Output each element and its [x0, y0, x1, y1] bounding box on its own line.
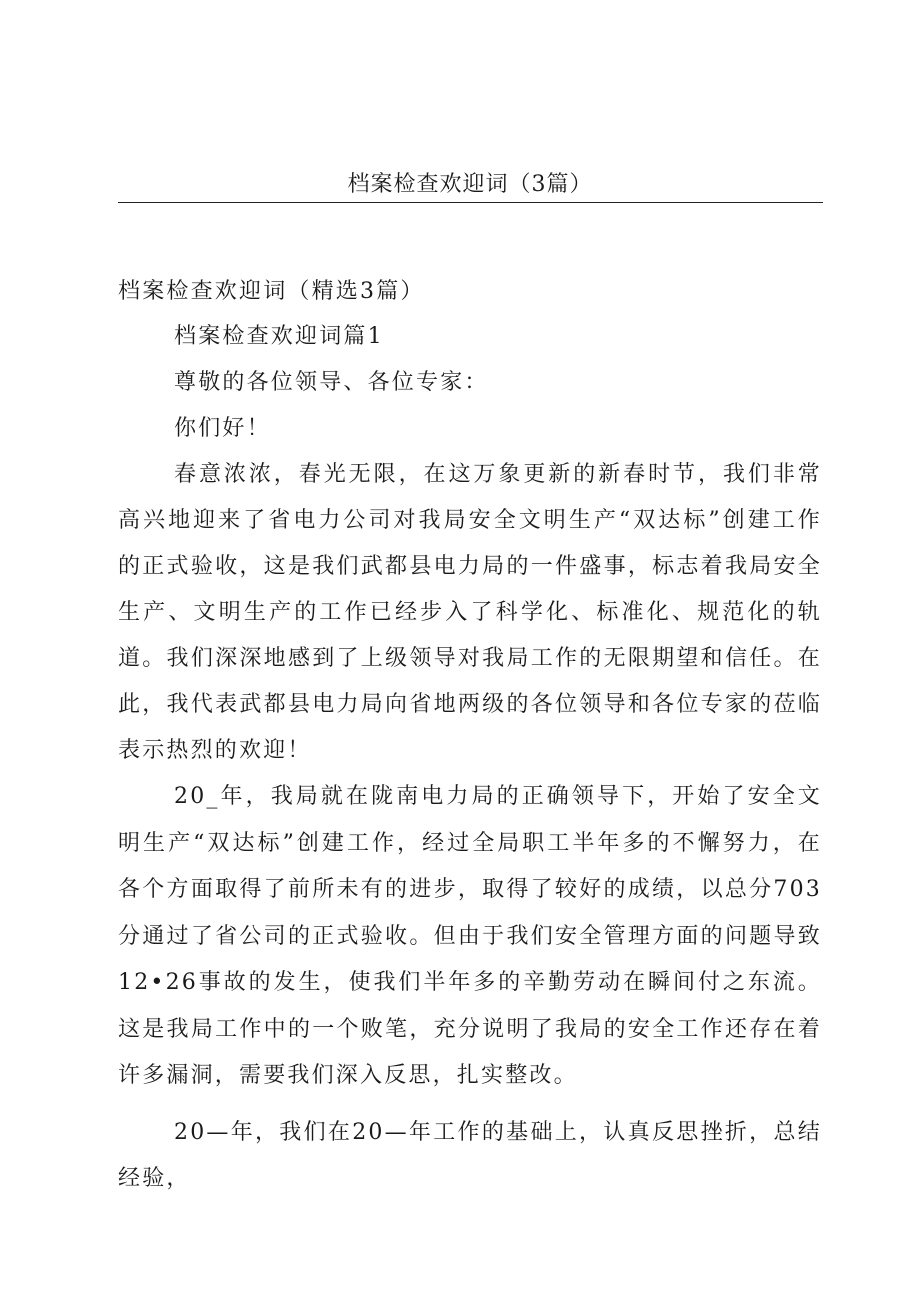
- page-header-title: 档案检查欢迎词（3篇）: [347, 172, 593, 197]
- paragraph: 20_年，我局就在陇南电力局的正确领导下，开始了安全文明生产“双达标”创建工作，经过全局职工半年多的不懈努力，在各个方面取得了前所未有的进步，取得了较好的成绩，以总分703分通过了省公司的正式验收。但由于我们安全管理方面的问题导致12•26事故的发生，使我们半年多的辛勤劳动在瞬间付之东流。这是我局工作中的一个败笔，充分说明了我局的安全工作还存在着许多漏洞，需要我们深入反思，扎实整改。: [118, 784, 822, 1088]
- document-body: [118, 270, 822, 1202]
- paragraph: 春意浓浓，春光无限，在这万象更新的新春时节，我们非常高兴地迎来了省电力公司对我局安全文明生产“双达标”创建工作的正式验收，这是我们武都县电力局的一件盛事，标志着我局安全生产、文明生产的工作已经步入了科学化、标准化、规范化的轨道。我们深深地感到了上级领导对我局工作的无限期望和信任。在此，我代表武都县电力局向省地两级的各位领导和各位专家的莅临表示热烈的欢迎！: [118, 462, 822, 763]
- greeting: 你们好！: [174, 416, 271, 441]
- document-title: 档案检查欢迎词（精选3篇）: [118, 279, 425, 304]
- paragraph: 20—年，我们在20—年工作的基础上，认真反思挫折，总结经验，: [118, 1119, 822, 1191]
- section-heading: 档案检查欢迎词篇1: [174, 324, 384, 349]
- header-divider: [118, 202, 823, 203]
- salutation: 尊敬的各位领导、各位专家：: [174, 370, 489, 395]
